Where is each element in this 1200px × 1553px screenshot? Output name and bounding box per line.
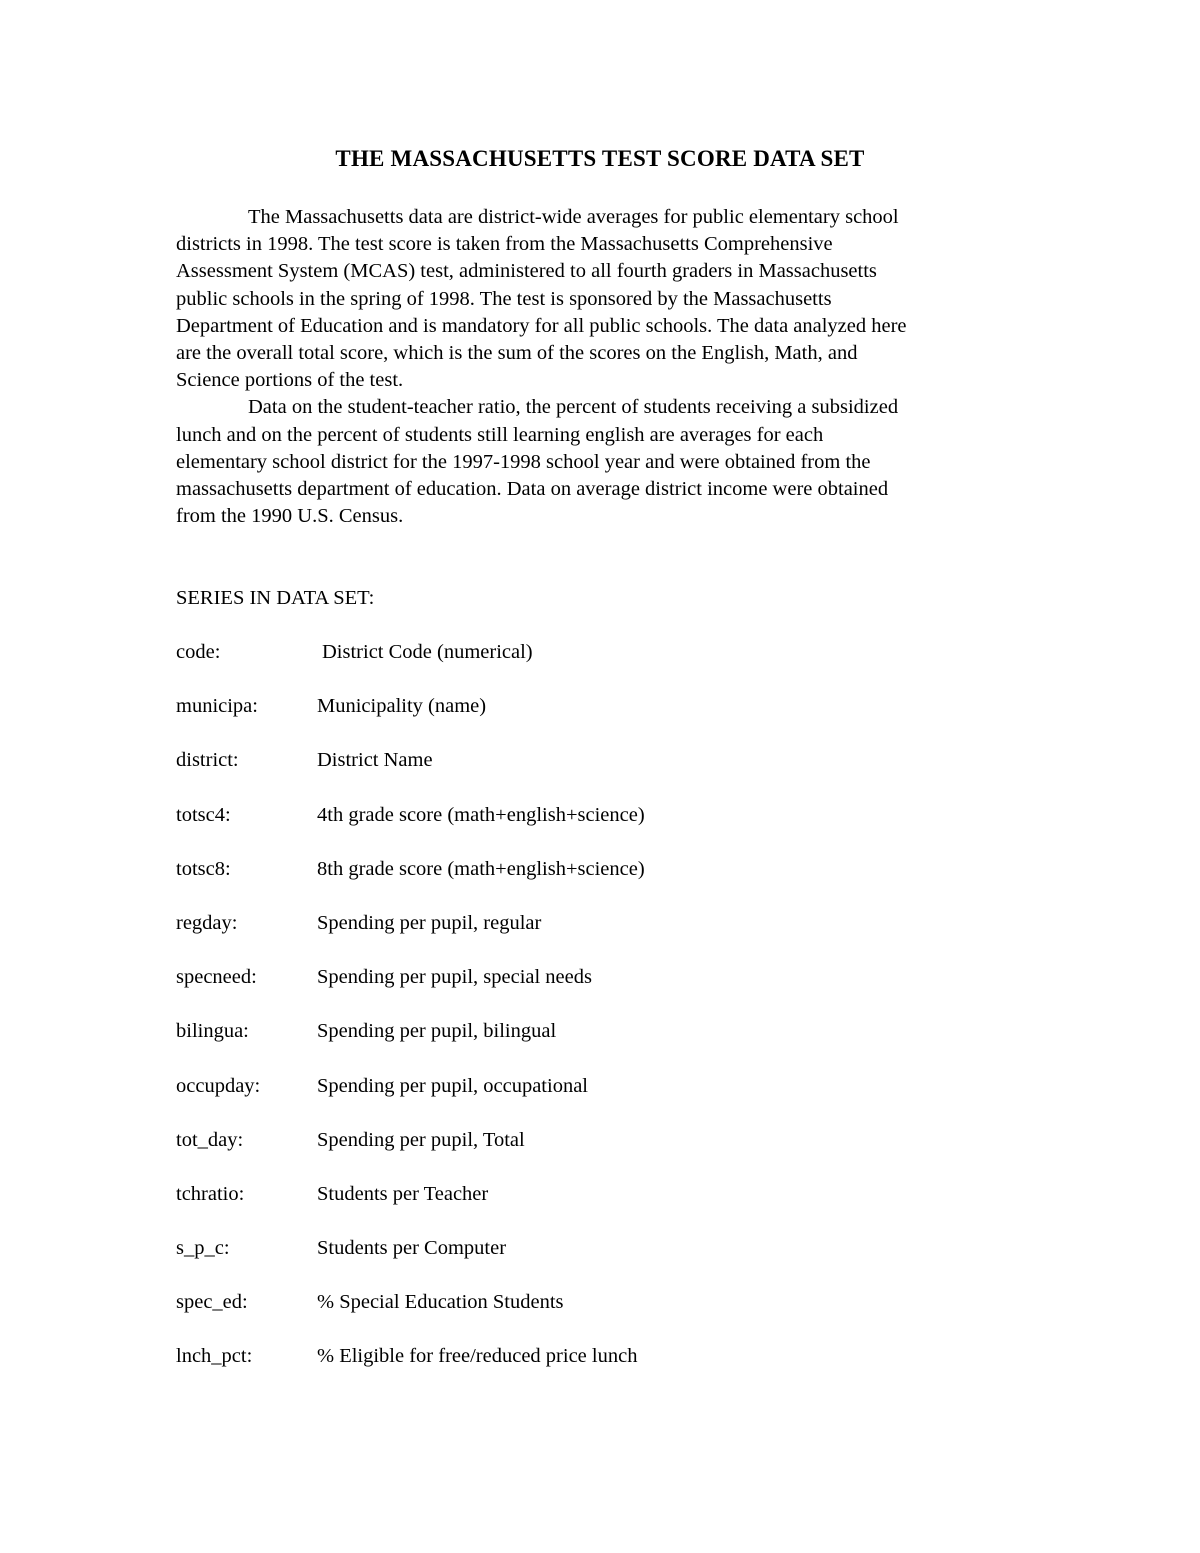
series-description: % Special Education Students xyxy=(317,1291,564,1314)
series-list xyxy=(176,638,936,1397)
series-row xyxy=(176,855,936,909)
series-description: Spending per pupil, special needs xyxy=(317,966,592,989)
series-description: Spending per pupil, regular xyxy=(317,911,542,934)
series-row xyxy=(176,692,936,746)
paragraph-line: from the 1990 U.S. Census. xyxy=(176,505,404,528)
series-row xyxy=(176,909,936,963)
series-code: s_p_c: xyxy=(176,1237,230,1260)
series-row xyxy=(176,1180,936,1234)
series-code: totsc4: xyxy=(176,803,231,826)
series-description: Municipality (name) xyxy=(317,695,487,718)
paragraph-1 xyxy=(176,204,1036,394)
series-code: lnch_pct: xyxy=(176,1345,253,1368)
paragraph-line: Assessment System (MCAS) test, administered to all fourth graders in Massachusetts xyxy=(176,260,877,283)
paragraph-line: are the overall total score, which is the sum of the scores on the English, Math, and xyxy=(176,342,858,365)
series-code: municipa: xyxy=(176,695,258,718)
series-row xyxy=(176,801,936,855)
series-description: % Eligible for free/reduced price lunch xyxy=(317,1345,638,1368)
series-description: Spending per pupil, bilingual xyxy=(317,1020,557,1043)
series-description: District Name xyxy=(317,749,433,772)
series-code: code: xyxy=(176,641,221,663)
series-description: 8th grade score (math+english+science) xyxy=(317,857,645,880)
series-description: District Code (numerical) xyxy=(322,641,533,663)
series-code: tot_day: xyxy=(176,1128,244,1151)
series-row xyxy=(176,1126,936,1180)
series-row xyxy=(176,1072,936,1126)
series-row xyxy=(176,1017,936,1071)
series-description: Students per Teacher xyxy=(317,1182,489,1205)
series-code: tchratio: xyxy=(176,1182,245,1205)
series-heading: SERIES IN DATA SET: xyxy=(176,587,375,609)
series-code: occupday: xyxy=(176,1074,261,1097)
series-description: Students per Computer xyxy=(317,1237,507,1260)
series-row xyxy=(176,1288,936,1342)
series-row xyxy=(176,638,936,692)
paragraph-2 xyxy=(176,394,1036,530)
paragraph-line: elementary school district for the 1997-1998 school year and were obtained from the xyxy=(176,450,871,473)
series-code: bilingua: xyxy=(176,1020,249,1043)
series-description: Spending per pupil, occupational xyxy=(317,1074,588,1097)
paragraph-line: massachusetts department of education. Data on average district income were obtained xyxy=(176,478,889,501)
series-row xyxy=(176,746,936,800)
series-code: specneed: xyxy=(176,966,257,989)
paragraph-line: lunch and on the percent of students still learning english are averages for each xyxy=(176,423,824,446)
paragraph-line: districts in 1998. The test score is taken from the Massachusetts Comprehensive xyxy=(176,233,833,256)
paragraph-line: Data on the student-teacher ratio, the percent of students receiving a subsidized xyxy=(248,396,899,419)
series-code: spec_ed: xyxy=(176,1291,248,1314)
series-row xyxy=(176,963,936,1017)
series-row xyxy=(176,1342,936,1396)
paragraph-line: Department of Education and is mandatory for all public schools. The data analyzed here xyxy=(176,314,907,337)
series-description: 4th grade score (math+english+science) xyxy=(317,803,645,826)
series-description: Spending per pupil, Total xyxy=(317,1128,525,1151)
series-code: regday: xyxy=(176,911,238,934)
series-code: district: xyxy=(176,749,239,772)
description-body xyxy=(176,204,1036,530)
series-code: totsc8: xyxy=(176,857,231,880)
paragraph-line: The Massachusetts data are district-wide averages for public elementary school xyxy=(248,206,899,228)
paragraph-line: public schools in the spring of 1998. The test is sponsored by the Massachusetts xyxy=(176,287,832,310)
paragraph-line: Science portions of the test. xyxy=(176,369,404,392)
document-title: THE MASSACHUSETTS TEST SCORE DATA SET xyxy=(335,146,865,171)
series-row xyxy=(176,1234,936,1288)
